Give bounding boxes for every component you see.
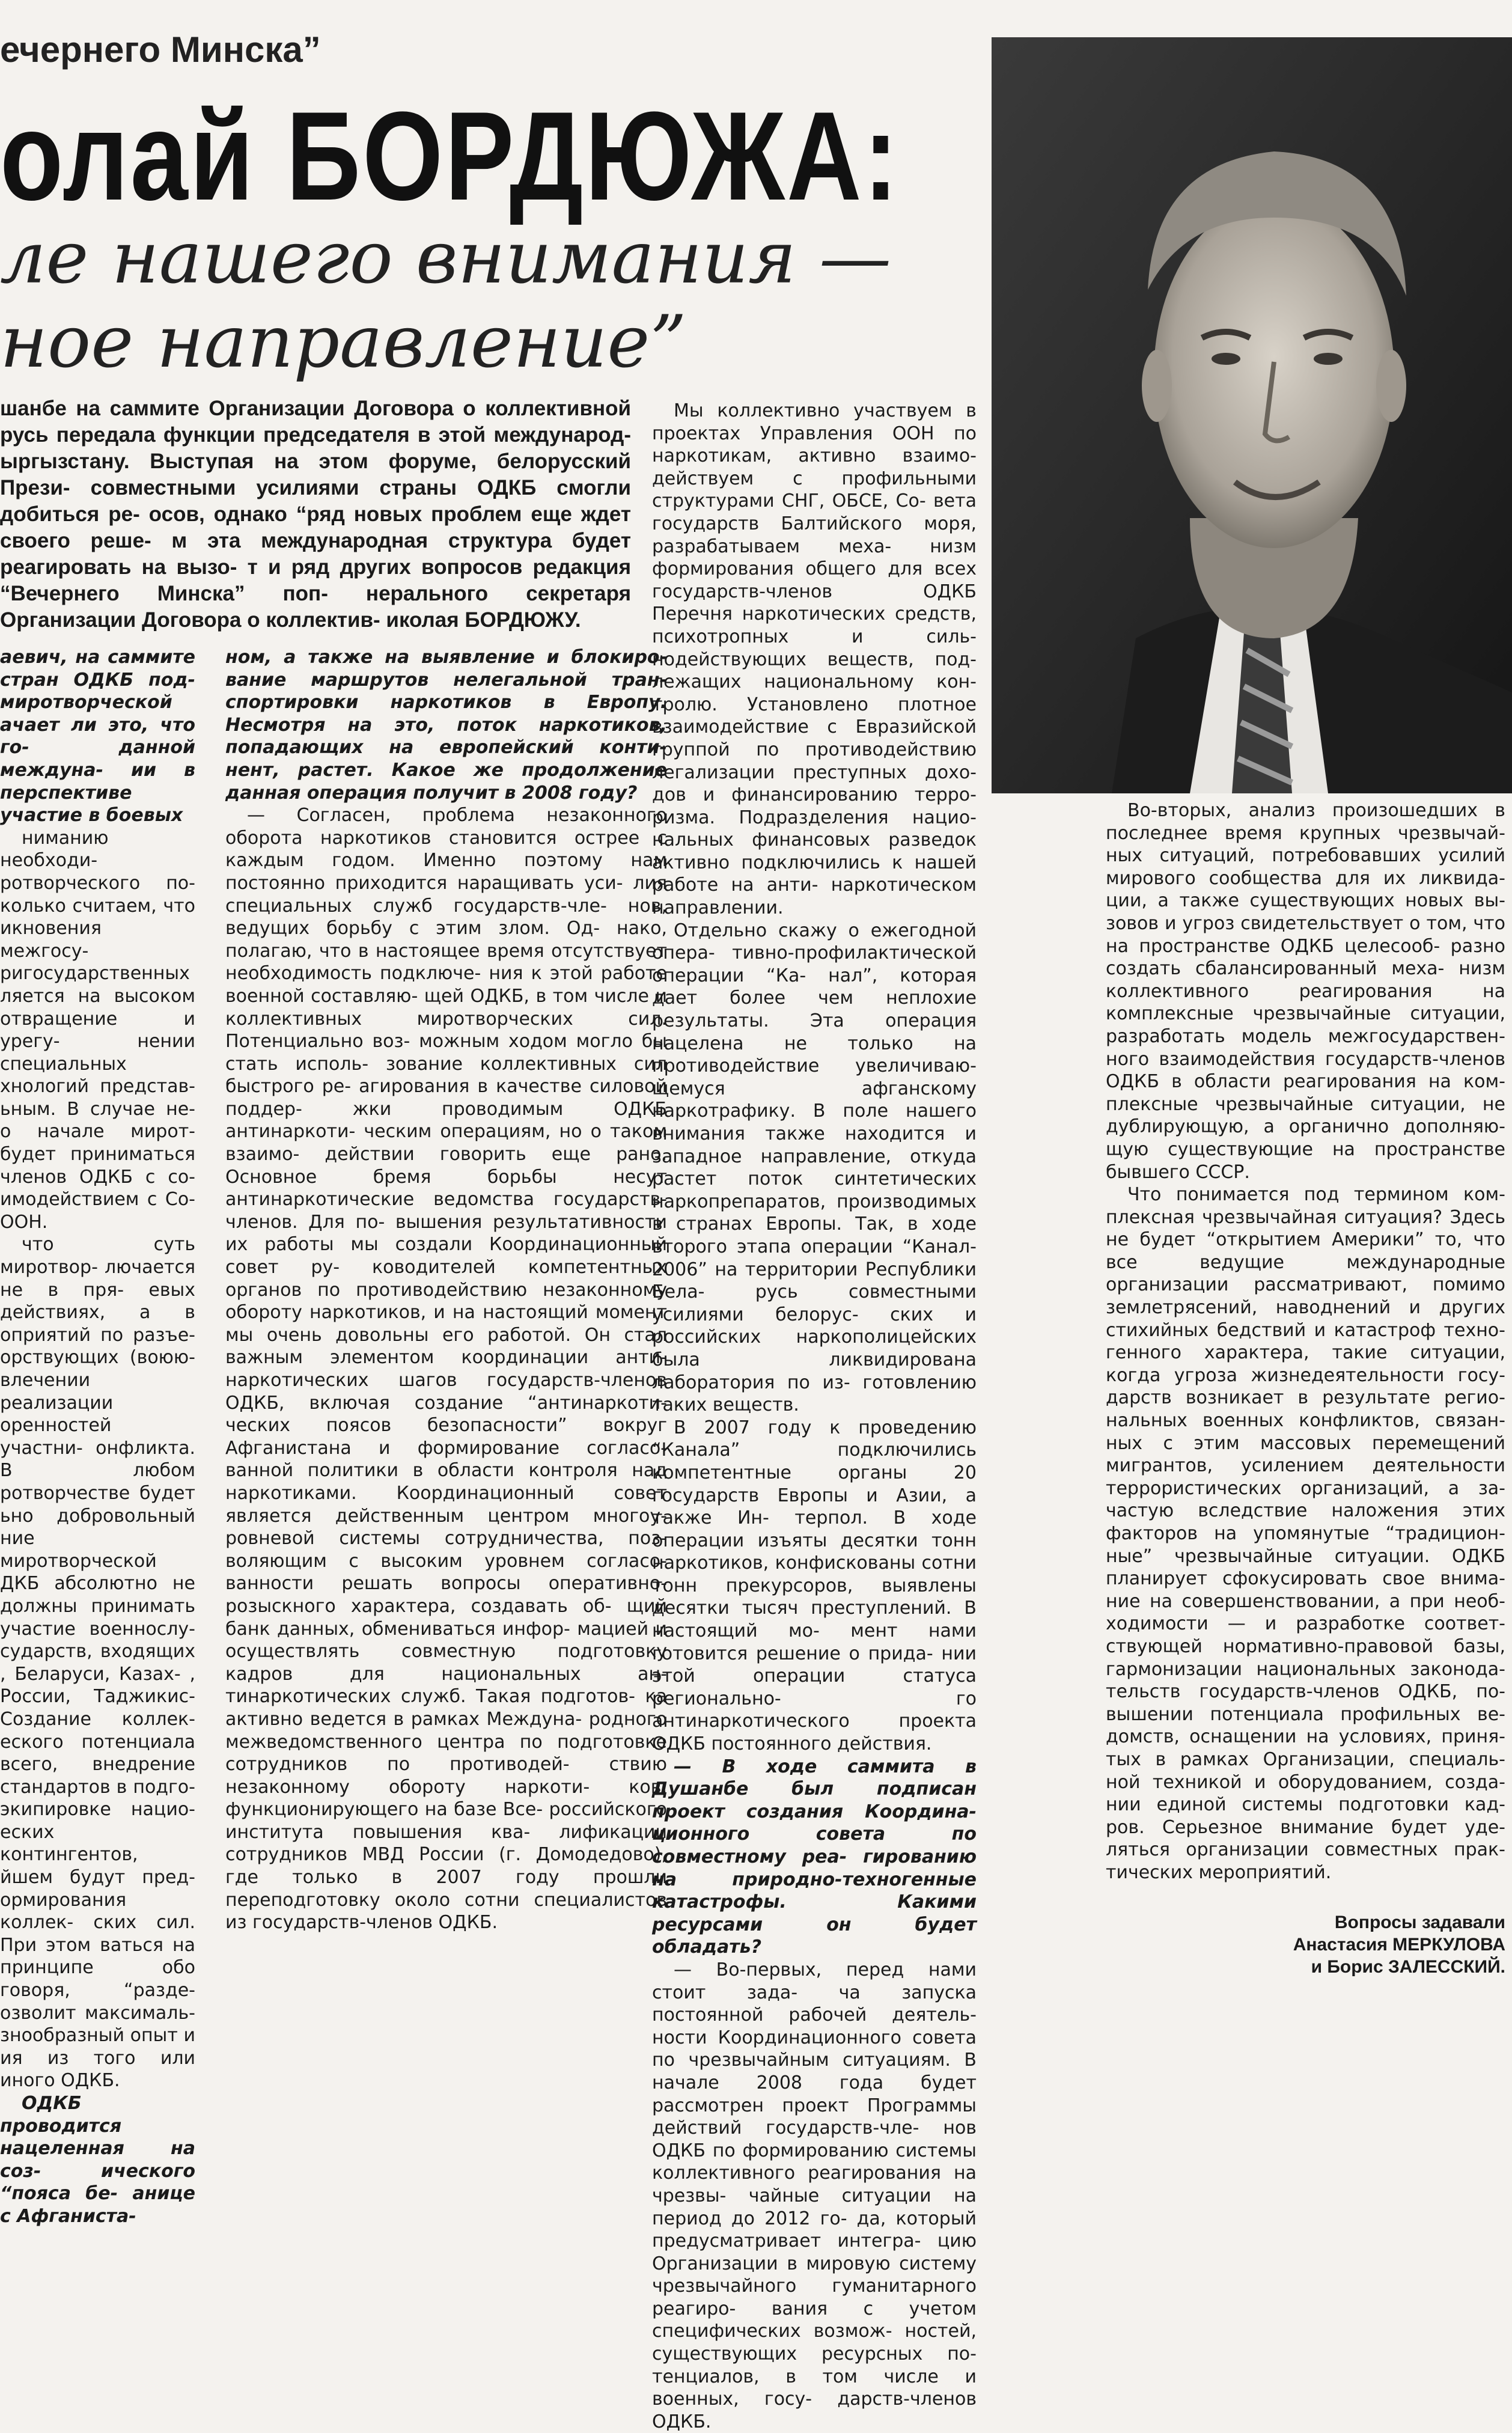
col3-paragraph: Мы коллективно участвуем в проектах Управления ООН по наркотикам, активно взаимо- действуем с профильными структурами СНГ, ОБСЕ, Со- вета государств Балтийского моря, разрабатываем меха- низм формирования общего для всех государств-членов ОДКБ Перечня наркотических средств, психотропных и силь- нодействующих веществ, под- лежащих национальному кон- тролю. Установлено плотное взаимодействие с Евразийской группой по противодействию легализации преступных дохо- дов и финансированию терро- ризма. Подразделения нацио- нальных финансовых разведок активно подключились к нашей работе на анти- наркотическом направлении.: [652, 400, 977, 919]
article-column-4: [1106, 799, 1505, 1884]
col3-paragraph: — В ходе саммита в Душанбе был подписан проект создания Координа- ционного совета по совместному реа- гированию на природно-техногенные катастрофы. Какими ресурсами он будет обладать?: [652, 1756, 977, 1958]
col4-paragraph: Что понимается под термином ком- плексная чрезвычайная ситуация? Здесь не будет “открытием Америки” то, что все ведущие международные организации рассматривают, помимо землетрясений, наводнений и других стихийных бедствий и катастроф техно- генного характера, такие ситуации, когда угроза жизнедеятельности госу- дарств возникает в результате регио- нальных военных конфликтов, связан- ных с этим массовых перемещений мигрантов, усилением деятельности террористических организаций, а за- частую вследствие наложения этих факторов на упомянутые “традицион- ные” чрезвычайные ситуации. ОДКБ планирует сфокусировать свое внима- ние на совершенствовании, а при необ- ходимости — и разработке соответ- ствующей нормативно-правовой базы, гармонизации национальных законода- тельств государств-членов ОДКБ, по- вышении потенциала профильных ве- домств, оснащении на условиях, приня- тых в рамках Организации, специаль- ной техникой и оборудованием, созда- нии единой системы подготовки кад- ров. Серьезное внимание будет уде- ляться организации совместных прак- тических мероприятий.: [1106, 1184, 1505, 1883]
col3-paragraph: В 2007 году к проведению “Канала” подключились компетентные органы 20 государств Европы и Азии, а также Ин- терпол. В ходе операции изъяты десятки тонн наркотиков, конфискованы сотни тонн прекурсоров, выявлены десятки тысяч преступлений. В настоящий мо- мент нами готовится решение о прида- нии этой операции статуса регионально- го антинаркотического проекта ОДКБ постоянного действия.: [652, 1417, 977, 1755]
byline-author-2: и Борис ЗАЛЕССКИЙ.: [1311, 1957, 1505, 1977]
col2-paragraph: — Согласен, проблема незаконного оборота наркотиков становится острее с каждым годом. Именно поэтому нам постоянно приходится наращивать уси- лия специальных служб государств-чле- нов, ведущих борьбу с этим злом. Од- нако, полагаю, что в настоящее время отсутствует необходимость подключе- ния к этой работе военной составляю- щей ОДКБ, в том числе и коллективных миротворческих сил. Потенциально воз- можным ходом могло бы стать исполь- зование коллективных сил быстрого ре- агирования в качестве силовой поддер- жки проводимым ОДКБ антинаркоти- ческим операциям, но о таком взаимо- действии говорить еще рано. Основное бремя борьбы несут антинаркотические ведомства государств-членов. Для по- вышения результативности их работы мы создали Координационный совет ру- ководителей компетентных органов по противодействию незаконному обороту наркотиков, и на настоящий момент мы очень довольны его работой. Он стал важным элементом координации анти- наркотических шагов государств-членов ОДКБ, включая создание “антинаркоти- ческих поясов безопасности” вокруг Афганистана и формирование согласо- ванной политики в области контроля над наркотиками. Координационный совет является действенным центром многоу- ровневой системы сотрудничества, поз- воляющим с высоким уровнем согласо- ванности решать вопросы оперативно- розыскного характера, создавать об- щий банк данных, обмениваться инфор- мацией и осуществлять совместную подготовку кадров для национальных ан- тинаркотических служб. Такая подготов- ка активно ведется в рамках Междуна- родного межведомственного центра по подготовке сотрудников по противодей- ствию незаконному обороту наркоти- ков, функционирующего на базе Все- российского института повышения ква- лификации сотрудников МВД России (г. Домодедово), где только в 2007 году прошли переподготовку около сотни специалистов из государств-членов ОДКБ.: [225, 805, 667, 1934]
byline-line-1: Вопросы задавали: [1334, 1913, 1505, 1932]
headline: олай БОРДЮЖА:: [0, 85, 900, 227]
col3-paragraph: Отдельно скажу о ежегодной опера- тивно-профилактической операции “Ка- нал”, которая дает более чем неплохие результаты. Эта операция нацелена не только на противодействие увеличиваю- щемуся афганскому наркотрафику. В поле нашего внимания также находится и западное направление, откуда растет поток синтетических наркопрепаратов, производимых в странах Европы. Так, в ходе второго этапа операции “Канал- 2006” на территории Республики Бела- русь совместными усилиями белорус- ских и российских наркополицейских была ликвидирована лаборатория по из- готовлению таких веществ.: [652, 920, 977, 1416]
byline: [1178, 1911, 1505, 1978]
col2-paragraph: ном, а также на выявление и блокиро- вание маршрутов нелегальной тран- спортировки наркотиков в Европу. Несмотря на это, поток наркотиков, попадающих на европейский конти- нент, растет. Какое же продолжение данная операция получит в 2008 году?: [225, 647, 667, 804]
portrait-illustration: [992, 37, 1512, 793]
subheadline-line-2: ное направление”: [0, 301, 687, 384]
kicker-newspaper-name: ечернего Минска”: [0, 29, 321, 70]
article-column-3: [652, 400, 977, 2433]
article-column-2: [225, 646, 667, 1934]
col1-paragraph: ниманию необходи- ротворческого по- колько считаем, что икновения межгосу- ригосударственных ляется на высоком отвращение и урегу- нении специальных хнологий представ- ьным. В случае не- о начале мирот- будет приниматься членов ОДКБ с со- имодействием с Со- ООН.: [0, 827, 195, 1233]
portrait-photo: [992, 37, 1512, 793]
col3-paragraph: — Во-первых, перед нами стоит зада- ча запуска постоянной рабочей деятель- ности Координационного совета по чрезвычайным ситуациям. В начале 2008 года будет рассмотрен проект Программы действий государств-чле- нов ОДКБ по формированию системы коллективного реагирования на чрезвы- чайные ситуации на период до 2012 го- да, который предусматривает интегра- цию Организации в мировую систему чрезвычайного гуманитарного реагиро- вания с учетом специфических возмож- ностей, существующих ресурсных по- тенциалов, в том числе и военных, госу- дарств-членов ОДКБ.: [652, 1959, 977, 2432]
byline-author-1: Анастасия МЕРКУЛОВА: [1293, 1935, 1505, 1955]
lead-paragraph: шанбе на саммите Организации Договора о коллективной русь передала функции председателя в этой международ- ыргызстану. Выступая на этом форуме, белорусский Прези- совместными усилиями страны ОДКБ смогли добиться ре- осов, однако “ряд новых проблем еще ждет своего реше- м эта международная структура будет реагировать на вызо- т и ряд других вопросов редакция “Вечернего Минска” поп- нерального секретаря Организации Договора о коллектив- иколая БОРДЮЖУ.: [0, 397, 631, 632]
col1-paragraph: аевич, на саммите стран ОДКБ под- миротворческой ачает ли это, что го- данной междуна- ии в перспективе участие в боевых: [0, 647, 195, 826]
col1-paragraph: ОДКБ проводится нацеленная на соз- ического “пояса бе- аницe с Афганиста-: [0, 2093, 195, 2227]
article-column-1: [0, 646, 195, 2228]
subheadline-line-1: ле нашего внимания —: [0, 216, 892, 300]
col4-paragraph: Во-вторых, анализ произошедших в последнее время крупных чрезвычай- ных ситуаций, потребовавших усилий мирового сообщества для их ликвида- ции, а также существующих новых вы- зовов и угроз свидетельствует о том, что на пространстве ОДКБ целесооб- разно создать сбалансированный меха- низм коллективного реагирования на комплексные чрезвычайные ситуации, разработать модель межгосударствен- ного взаимодействия государств-членов ОДКБ в области реагирования на ком- плексные чрезвычайные ситуации, не дублирующую, а органично дополняю- щую существующие на пространстве бывшего СССР.: [1106, 800, 1505, 1183]
col1-paragraph: что суть миротвор- лючается не в пря- евых действиях, а в оприятий по разъе- орствующих (воюю- влечении реализации оренностей участни- онфликта. В любом ротворчестве будет ьно добровольный ние миротворческой ДКБ абсолютно не должны принимать участие военнослу- сударств, входящих , Беларуси, Казах- , России, Таджикис- Создание коллек- еского потенциала всего, внедрение стандартов в подго- экипировке нацио- еских контингентов, йшем будут пред- ормирования коллек- ских сил. При этом ваться на принципе обо говоря, “разде- озволит максималь- знообразный опыт и ия из того или иного ОДКБ.: [0, 1234, 195, 2092]
